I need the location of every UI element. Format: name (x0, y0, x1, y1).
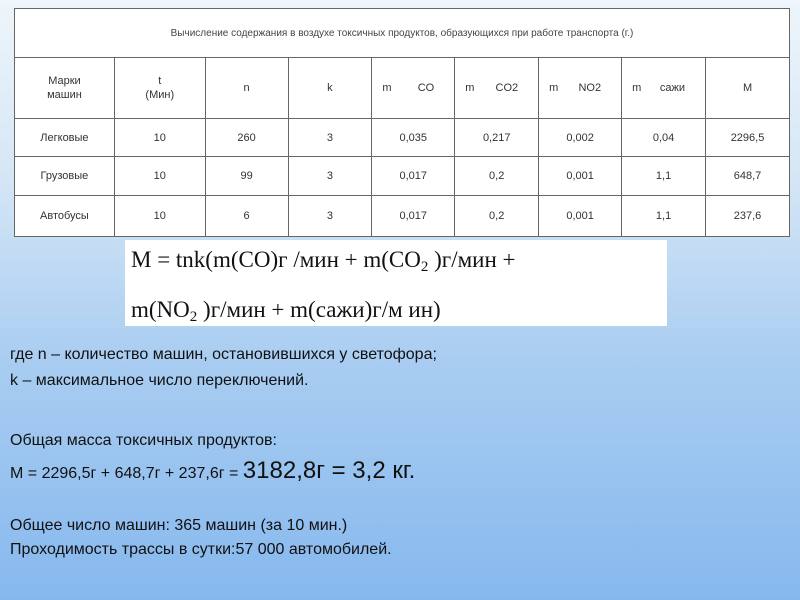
table-row (15, 157, 790, 196)
table-cell: 3 (288, 157, 372, 196)
header-cell: k (288, 58, 372, 119)
table-cell: Автобусы (15, 196, 115, 237)
table-cell: 1,1 (622, 157, 706, 196)
table-cell: 648,7 (706, 157, 790, 196)
table-cell: 0,002 (539, 119, 622, 157)
total-mass-label: Общая масса токсичных продуктов: (10, 432, 277, 449)
table-cell: 3 (288, 196, 372, 237)
sum-expression: M = 2296,5г + 648,7г + 237,6г = (10, 465, 239, 482)
formula-line-1: M = tnk(m(CO)г $/мин + m(CO_2$ )г/мин + (131, 247, 516, 275)
table-cell: 0,217 (455, 119, 539, 157)
table-cell: 0,04 (622, 119, 706, 157)
table-cell: 2296,5 (706, 119, 790, 157)
table-cell: 0,001 (539, 157, 622, 196)
total-mass-calculation (10, 457, 415, 485)
table-cell: 0,035 (372, 119, 455, 157)
header-cell: n (205, 58, 288, 119)
table-cell: 0,017 (372, 157, 455, 196)
definition-k: k – максимальное число переключений. (10, 372, 309, 389)
table-cell: 0,2 (455, 157, 539, 196)
table-cell: 237,6 (706, 196, 790, 237)
header-cell: Марки машин (15, 58, 115, 119)
table-cell: 3 (288, 119, 372, 157)
table-cell: 10 (114, 196, 205, 237)
table-cell: 10 (114, 157, 205, 196)
table-cell: Грузовые (15, 157, 115, 196)
daily-throughput: Проходимость трассы в сутки:57 000 автомобилей. (10, 541, 392, 558)
formula-box (125, 240, 667, 326)
table-cell: 260 (205, 119, 288, 157)
table-header-row (15, 58, 790, 119)
table-cell: 0,017 (372, 196, 455, 237)
header-cell: m сажи (622, 58, 706, 119)
header-cell: m CO2 (455, 58, 539, 119)
definition-n: где n – количество машин, остановившихся у светофора; (10, 346, 437, 363)
table-cell: 6 (205, 196, 288, 237)
header-cell: m NO2 (539, 58, 622, 119)
table-row (15, 119, 790, 157)
total-cars: Общее число машин: 365 машин (за 10 мин.) (10, 517, 348, 534)
sum-result: 3182,8г = 3,2 кг. (242, 457, 416, 484)
formula-line-2: $m(NO_2$ )г/мин + m(сажи)г/м ин) (131, 297, 441, 325)
table-cell: Легковые (15, 119, 115, 157)
table-cell: 1,1 (622, 196, 706, 237)
table-cell: 0,001 (539, 196, 622, 237)
header-cell: t (Мин) (114, 58, 205, 119)
toxic-products-table (14, 8, 790, 237)
table-cell: 99 (205, 157, 288, 196)
header-cell: M (706, 58, 790, 119)
table-cell: 10 (114, 119, 205, 157)
table-cell: 0,2 (455, 196, 539, 237)
table-row (15, 196, 790, 237)
header-cell: m CO (372, 58, 455, 119)
table-title: Вычисление содержания в воздухе токсичных продуктов, образующихся при работе транспорта (г.) (15, 9, 790, 58)
